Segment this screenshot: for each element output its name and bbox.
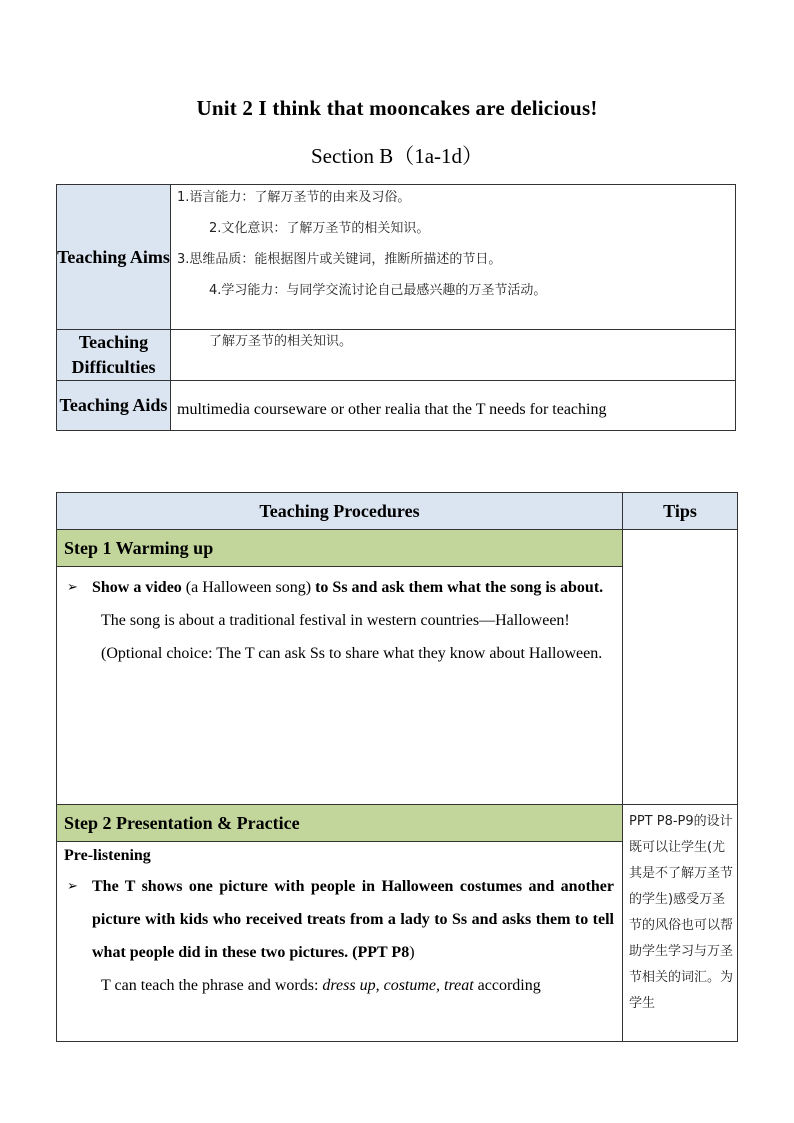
step2-tips-cell: PPT P8-P9的设计既可以让学生(尤其是不了解万圣节的学生)感受万圣节的风俗也可以帮助学生学习与万圣节相关的词汇。为学生 (623, 805, 738, 1042)
procedures-header-row (57, 493, 738, 530)
difficulties-label: Teaching Difficulties (57, 330, 171, 381)
step1-tips-cell (623, 530, 738, 805)
step2-content (57, 842, 623, 1042)
bullet-text-bold: The T shows one picture with people in Halloween costumes and another picture with kids who received treats from a lady to Ss and asks them to tell what people did in these two pictures. (PPT P8 (92, 878, 614, 961)
tips-header: Tips (623, 493, 738, 530)
aims-label: Teaching Aims (57, 185, 171, 330)
aim-item: 2.文化意识：了解万圣节的相关知识。 (209, 221, 430, 236)
difficulties-text: 了解万圣节的相关知识。 (209, 334, 353, 349)
step2-title: Step 2 Presentation & Practice (57, 805, 623, 842)
bullet-text-bold: Show a video (92, 579, 182, 596)
aims-row (57, 185, 736, 330)
aids-cell (171, 381, 736, 431)
step1-title: Step 1 Warming up (57, 530, 623, 567)
arrow-bullet-icon: ➢ (67, 580, 78, 595)
aids-row (57, 381, 736, 431)
arrow-bullet-icon: ➢ (67, 879, 78, 894)
aids-label: Teaching Aids (57, 381, 171, 431)
aids-text: multimedia courseware or other realia that the T needs for teaching (177, 401, 607, 418)
aim-item: 4.学习能力：与同学交流讨论自己最感兴趣的万圣节活动。 (209, 283, 547, 298)
difficulties-cell (171, 330, 736, 381)
aim-item: 1.语言能力：了解万圣节的由来及习俗。 (177, 190, 411, 205)
step1-paragraph: (Optional choice: The T can ask Ss to share what they know about Halloween. (101, 645, 603, 662)
step2-bullet (64, 870, 614, 969)
step2-paragraph (64, 969, 614, 1002)
section-subtitle: Section B（1a-1d） (310, 144, 484, 168)
paragraph-italic-words: dress up, costume, treat (322, 977, 474, 994)
pre-listening-heading: Pre-listening (64, 847, 151, 864)
teaching-info-table (56, 184, 736, 431)
bullet-text-bold: to Ss and ask them what the song is about. (315, 579, 604, 596)
aim-item: 3.思维品质：能根据图片或关键词，推断所描述的节日。 (177, 252, 502, 267)
difficulties-row (57, 330, 736, 381)
paragraph-text: T can teach the phrase and words: (101, 977, 323, 994)
document-title: Unit 2 I think that mooncakes are delicious! (196, 96, 598, 120)
aims-cell (171, 185, 736, 330)
paragraph-text: according (473, 977, 541, 994)
step1-paragraph: The song is about a traditional festival in western countries—Halloween! (101, 612, 570, 629)
step2-title-row (57, 805, 738, 842)
procedures-table (56, 492, 738, 1042)
procedures-header: Teaching Procedures (57, 493, 623, 530)
bullet-text-normal: (a Halloween song) (181, 579, 316, 596)
step1-content (57, 567, 623, 805)
bullet-text-normal: ) (409, 944, 415, 961)
step1-bullet (64, 571, 614, 604)
step1-title-row (57, 530, 738, 567)
